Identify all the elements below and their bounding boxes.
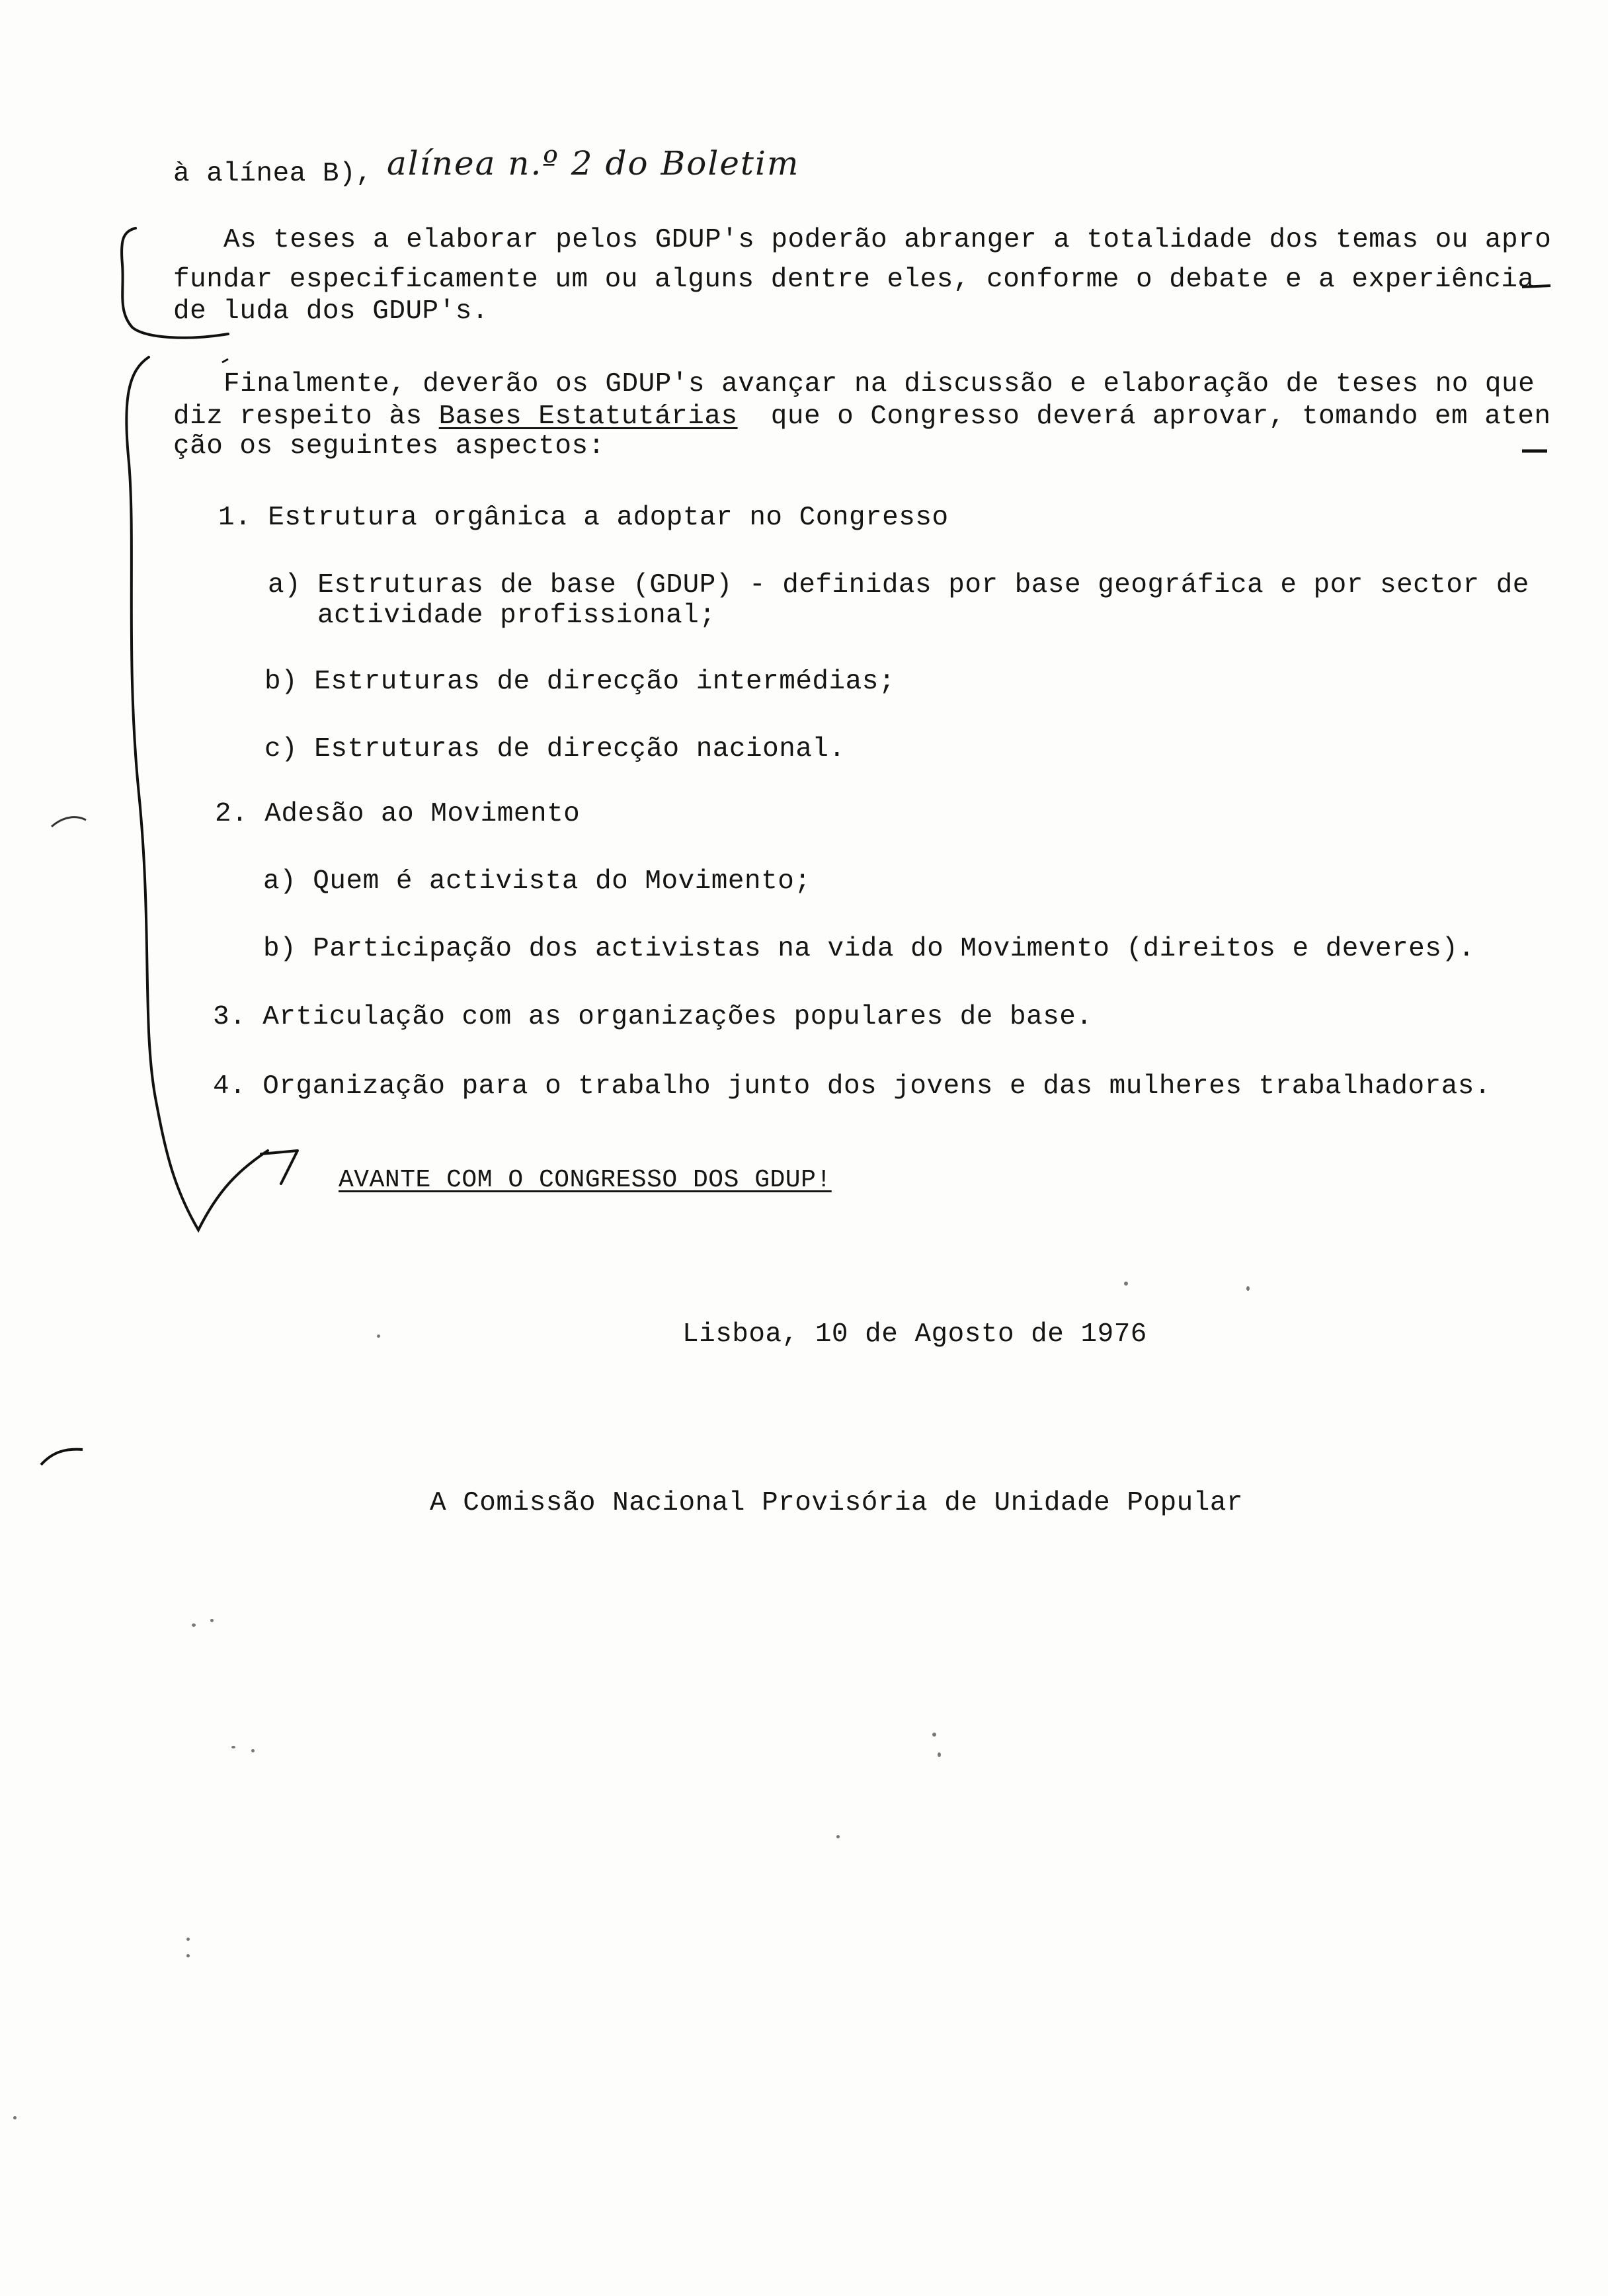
scan-speck [251,1749,255,1752]
scan-speck [1124,1282,1128,1286]
scan-speck [186,1954,190,1957]
paragraph2-line2-start: diz respeito às [173,401,439,432]
list-item-4: 4. Organização para o trabalho junto dos jovens e das mulheres trabalhadoras. [213,1071,1492,1102]
list-item-1b: b) Estruturas de direcção intermédias; [264,667,895,697]
paragraph1-line1: As teses a elaborar pelos GDUP's poderão abranger a totalidade dos temas ou apro [223,225,1552,255]
top-typed-text: à alínea B), [173,159,373,189]
list-item-1a-line2: actividade profissional; [317,600,716,631]
paragraph1-line3: de luda dos GDUP's. [173,296,489,327]
list-item-3: 3. Articulação com as organizações populares de base. [213,1002,1093,1032]
list-item-2a: a) Quem é activista do Movimento; [263,866,811,897]
scan-speck [192,1623,196,1627]
paragraph1-line2: fundar especificamente um ou alguns dentre eles, conforme o debate e a experiência [173,265,1535,295]
list-item-2b: b) Participação dos activistas na vida do Movimento (direitos e deveres). [263,934,1475,964]
place-date: Lisboa, 10 de Agosto de 1976 [682,1319,1147,1350]
scan-speck [1246,1286,1250,1291]
bases-estatutarias-underlined: Bases Estatutárias [438,401,738,432]
scan-speck [938,1752,941,1757]
slogan: AVANTE COM O CONGRESSO DOS GDUP! [339,1166,832,1194]
scan-speck [13,2116,17,2119]
list-item-1-heading: 1. Estrutura orgânica a adoptar no Congresso [218,503,949,533]
handwritten-annotation: alínea n.º 2 do Boletim [387,144,800,183]
paragraph2-line2 [173,401,1551,432]
signature: A Comissão Nacional Provisória de Unidade Popular [430,1488,1244,1518]
paragraph2-line3: ção os seguintes aspectos: [173,431,605,462]
scan-speck [377,1334,380,1338]
list-item-1a-line1: a) Estruturas de base (GDUP) - definidas por base geográfica e por sector de [268,570,1529,600]
paragraph2-line2-end: que o Congresso deverá aprovar, tomando em aten [737,401,1551,432]
scan-speck [836,1835,840,1838]
scan-speck [186,1938,190,1941]
scan-speck [932,1733,936,1737]
list-item-1c: c) Estruturas de direcção nacional. [264,734,846,764]
list-item-2-heading: 2. Adesão ao Movimento [215,799,581,829]
scan-speck [210,1619,214,1622]
paragraph2-line1: Finalmente, deverão os GDUP's avançar na discussão e elaboração de teses no que [223,369,1535,399]
scan-speck [231,1746,235,1748]
